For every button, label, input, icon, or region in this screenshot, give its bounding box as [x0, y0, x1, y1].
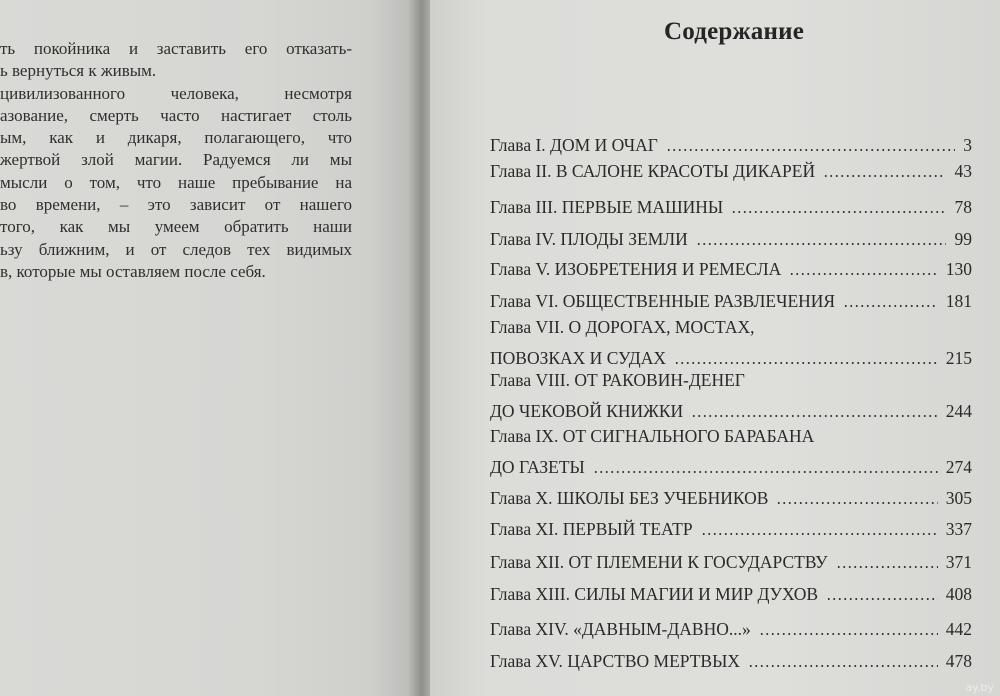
toc-entry-title: Глава IV. ПЛОДЫ ЗЕМЛИ: [490, 229, 688, 249]
toc-entry-page-number: 99: [954, 229, 972, 249]
toc-title: Содержание: [664, 18, 805, 45]
dot-leader: [776, 502, 938, 504]
toc-entry-title: Глава X. ШКОЛЫ БЕЗ УЧЕБНИКОВ: [490, 488, 769, 508]
toc-entry-title: Глава XIII. СИЛЫ МАГИИ И МИР ДУХОВ: [490, 584, 819, 604]
left-page-text: [0, 38, 352, 283]
dot-leader: [789, 273, 938, 275]
toc-entry: [490, 579, 972, 605]
text-line: ьзу ближним, и от следов тех видимых: [0, 239, 352, 259]
watermark: ay.by: [965, 681, 994, 694]
toc-entry-title: Глава XI. ПЕРВЫЙ ТЕАТР: [490, 519, 693, 539]
toc-entry-title: Глава III. ПЕРВЫЕ МАШИНЫ: [490, 197, 724, 217]
toc-entry-title: Глава II. В САЛОНЕ КРАСОТЫ ДИКАРЕЙ: [490, 161, 816, 181]
dot-leader: [759, 633, 938, 635]
dot-leader: [748, 665, 938, 667]
toc-entry-title: ДО ЧЕКОВОЙ КНИЖКИ: [490, 401, 684, 421]
toc-entry: [490, 317, 972, 369]
toc-entry-page-number: 408: [945, 584, 972, 604]
toc-entry-page-number: 305: [945, 488, 972, 508]
text-line: ь вернуться к живым.: [0, 61, 157, 81]
text-line: цивилизованного человека, несмотря: [0, 83, 352, 103]
toc-entry-title: Глава V. ИЗОБРЕТЕНИЯ И РЕМЕСЛА: [490, 259, 782, 279]
dot-leader: [826, 598, 938, 600]
text-line: жертвой злой магии. Радуемся ли мы: [0, 150, 352, 170]
toc-entry-title: ДО ГАЗЕТЫ: [490, 457, 585, 477]
dot-leader: [701, 533, 938, 535]
toc-entry-page-number: 215: [945, 348, 972, 368]
text-line: азование, смерть часто настигает столь: [0, 105, 352, 125]
toc-entry-page-number: 130: [945, 259, 972, 279]
toc-entry-page-number: 478: [945, 651, 972, 671]
dot-leader: [666, 149, 955, 151]
text-line: ть покойника и заставить его отказать-: [0, 39, 352, 58]
toc-entry: [490, 514, 972, 540]
dot-leader: [823, 175, 946, 177]
toc-entry-page-number: 371: [945, 552, 972, 572]
toc-entry: [490, 192, 972, 218]
toc-entry-title: Глава I. ДОМ И ОЧАГ: [490, 135, 658, 155]
toc-entry-page-number: 244: [945, 401, 972, 421]
toc-entry: [490, 483, 972, 509]
toc-entry: [490, 547, 972, 573]
toc-entry-title-first-line: Глава VII. О ДОРОГАХ, МОСТАХ,: [490, 317, 755, 337]
text-line: во времени, – это зависит от нашего: [0, 195, 352, 215]
toc-entry: [490, 614, 972, 640]
toc-entry-page-number: 43: [954, 161, 972, 181]
toc-entry: [490, 286, 972, 312]
toc-entry-title: Глава XII. ОТ ПЛЕМЕНИ К ГОСУДАРСТВУ: [490, 552, 828, 572]
toc-entry: [490, 426, 972, 478]
toc-entry-page-number: 442: [945, 619, 972, 639]
text-line: ым, как и дикаря, полагающего, что: [0, 128, 352, 148]
toc-entry-title: ПОВОЗКАХ И СУДАХ: [490, 348, 666, 368]
dot-leader: [691, 415, 938, 417]
toc-entry-page-number: 274: [945, 457, 972, 477]
dot-leader: [593, 471, 938, 473]
toc-entry-title-first-line: Глава IX. ОТ СИГНАЛЬНОГО БАРАБАНА: [490, 426, 815, 446]
dot-leader: [696, 243, 946, 245]
toc-entry-page-number: 78: [954, 197, 972, 217]
text-line: того, как мы умеем обратить наши: [0, 217, 352, 237]
dot-leader: [843, 305, 938, 307]
toc-entry: [490, 254, 972, 280]
toc-entry: [490, 224, 972, 250]
toc-entry: [490, 156, 972, 182]
toc-entry-page-number: 3: [963, 135, 972, 155]
toc-entry: [490, 130, 972, 156]
text-line: в, которые мы оставляем после себя.: [0, 261, 266, 281]
dot-leader: [836, 566, 938, 568]
toc-entry-title: Глава XIV. «ДАВНЫМ-ДАВНО...»: [490, 619, 751, 639]
text-line: мысли о том, что наше пребывание на: [0, 172, 352, 192]
toc-entry-title: Глава VI. ОБЩЕСТВЕННЫЕ РАЗВЛЕЧЕНИЯ: [490, 291, 836, 311]
toc-entry-title-first-line: Глава VIII. ОТ РАКОВИН-ДЕНЕГ: [490, 370, 745, 390]
dot-leader: [674, 362, 938, 364]
toc-entry-page-number: 181: [945, 291, 972, 311]
toc-entry: [490, 646, 972, 672]
toc-entry-title: Глава XV. ЦАРСТВО МЕРТВЫХ: [490, 651, 740, 671]
toc-entry-page-number: 337: [945, 519, 972, 539]
toc-entry: [490, 370, 972, 422]
dot-leader: [731, 211, 946, 213]
left-page: [0, 0, 420, 696]
